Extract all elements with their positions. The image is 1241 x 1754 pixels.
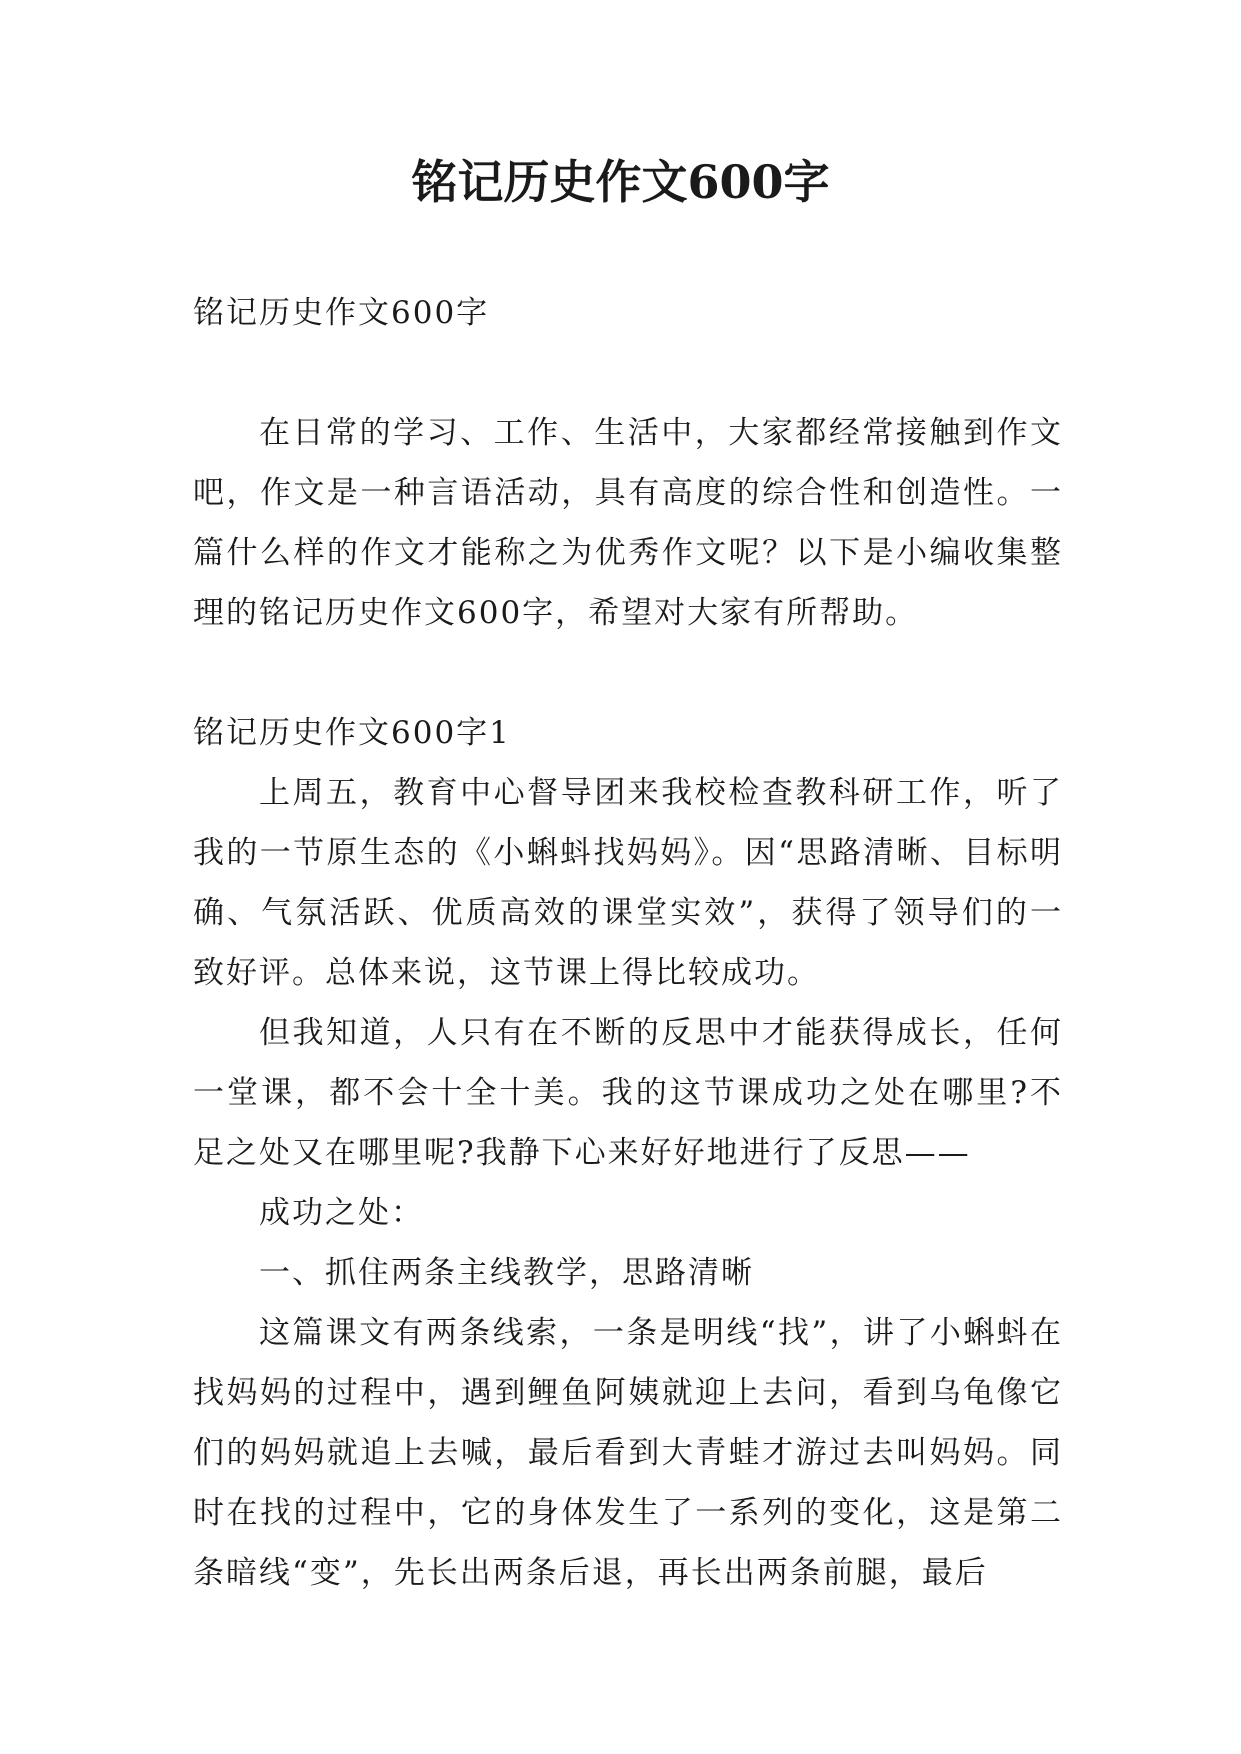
body-paragraph-3: 成功之处： [259,1195,424,1231]
document-body [193,283,1063,1603]
body-paragraph-5: 这篇课文有两条线索，一条是明线“找”，讲了小蝌蚪在找妈妈的过程中，遇到鲤鱼阿姨就迎上去问，看到乌龟像它们的妈妈就追上去喊，最后看到大青蛙才游过去叫妈妈。同时在找的过程中，它的身体发生了一系列的变化，这是第二条暗线“变”，先长出两条后退，再长出两条前腿，最后 [193,1315,1063,1591]
body-paragraph-1: 上周五，教育中心督导团来我校检查教科研工作，听了我的一节原生态的《小蝌蚪找妈妈》。因“思路清晰、目标明确、气氛活跃、优质高效的课堂实效”，获得了领导们的一致好评。总体来说，这节课上得比较成功。 [193,775,1063,991]
document-title: 铭记历史作文600字 [411,155,830,209]
body-paragraph-2: 但我知道，人只有在不断的反思中才能获得成长，任何一堂课，都不会十全十美。我的这节课成功之处在哪里?不足之处又在哪里呢?我静下心来好好地进行了反思—— [193,1015,1063,1171]
document-subtitle: 铭记历史作文600字 [193,295,490,331]
intro-paragraph: 在日常的学习、工作、生活中，大家都经常接触到作文吧，作文是一种言语活动，具有高度的综合性和创造性。一篇什么样的作文才能称之为优秀作文呢？以下是小编收集整理的铭记历史作文600字，希望对大家有所帮助。 [193,415,1063,631]
section-heading: 铭记历史作文600字1 [193,715,511,751]
body-paragraph-4: 一、抓住两条主线教学，思路清晰 [259,1255,754,1291]
